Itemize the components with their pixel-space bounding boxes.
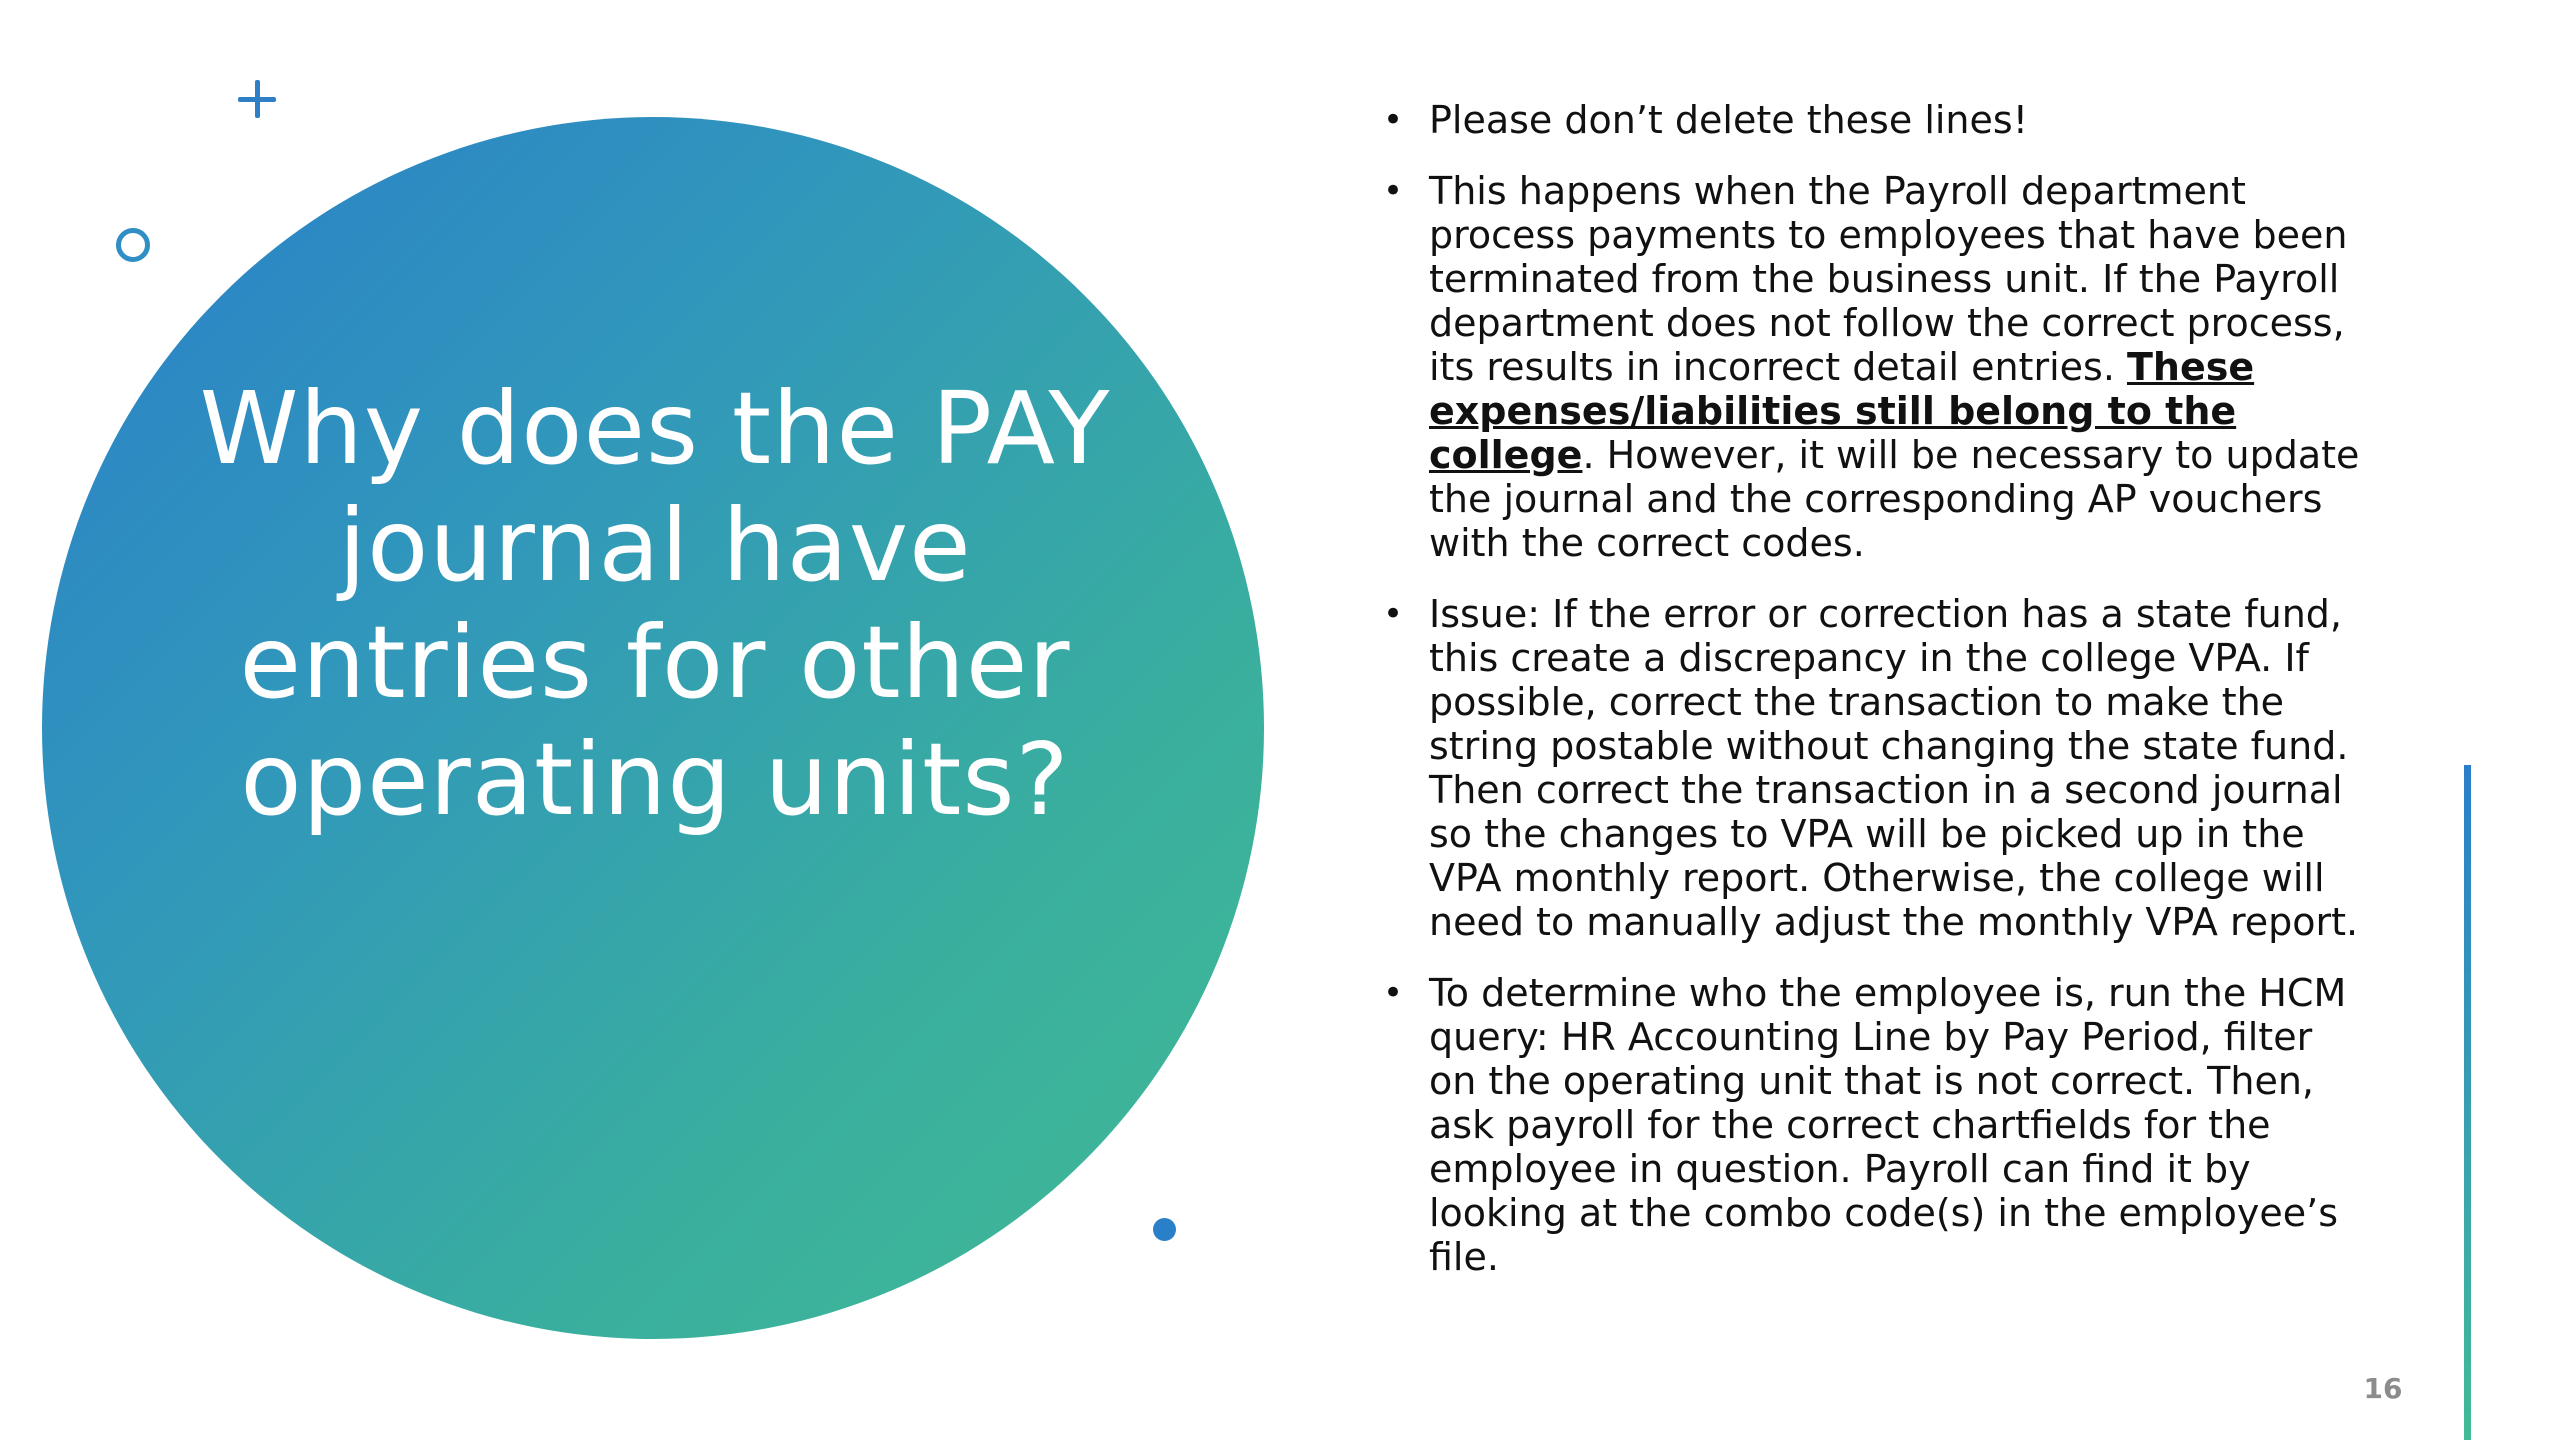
- bullet-text-continued: . However, it will be necessary to update the journal and the corresponding AP vouchers with the correct codes.: [1429, 433, 2360, 565]
- bullet-glyph: •: [1383, 100, 1404, 140]
- accent-bar: [2464, 765, 2471, 1440]
- bullet-item: [1365, 971, 2365, 1279]
- bullet-text: This happens when the Payroll department process payments to employees that have been terminated from the business unit. If the Payroll department does not follow the correct process, its results in incorrect detail entries.: [1429, 169, 2348, 389]
- bullet-emphasis: These expenses/liabilities still belong to the college: [1429, 345, 2255, 477]
- page-number: 16: [2363, 1372, 2403, 1405]
- bullet-text: To determine who the employee is, run the HCM query: HR Accounting Line by Pay Period, filter on the operating unit that is not correct. Then, ask payroll for the correct chartfields for the employee in question. Payroll can find it by looking at the combo code(s) in the employee’s file.: [1429, 971, 2347, 1279]
- bullet-item: [1365, 169, 2365, 565]
- ring-icon: [116, 228, 150, 262]
- slide-title: Why does the PAY journal have entries for other operating units?: [199, 370, 1111, 838]
- bullet-text: Issue: If the error or correction has a state fund, this create a discrepancy in the college VPA. If possible, correct the transaction to make the string postable without changing the state fund. Then correct the transaction in a second journal so the changes to VPA will be picked up in the VPA monthly report. Otherwise, the college will need to manually adjust the monthly VPA report.: [1429, 592, 2359, 944]
- bullet-item: [1365, 592, 2365, 944]
- bullet-glyph: •: [1383, 594, 1404, 634]
- dot-icon: [1153, 1218, 1176, 1241]
- bullet-text: Please don’t delete these lines!: [1429, 98, 2028, 142]
- bullet-list: [1365, 98, 2365, 1306]
- plus-icon: [238, 80, 276, 118]
- bullet-item: [1365, 98, 2365, 142]
- bullet-glyph: •: [1383, 973, 1404, 1013]
- bullet-glyph: •: [1383, 171, 1404, 211]
